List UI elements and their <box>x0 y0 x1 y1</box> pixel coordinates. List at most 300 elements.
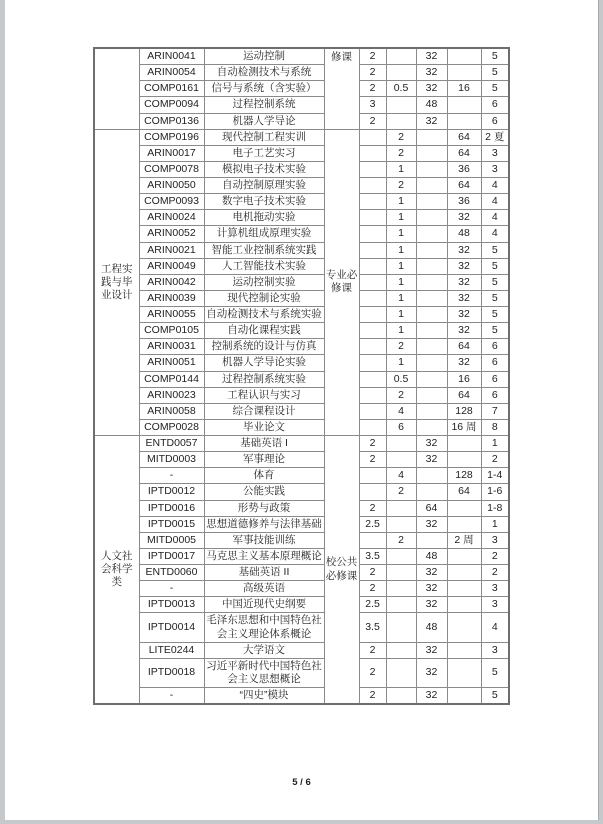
practice-credit-cell: 1 <box>386 258 416 274</box>
hours-cell <box>416 226 447 242</box>
course-name-cell: 计算机组成原理实验 <box>204 226 324 242</box>
credit-cell <box>359 194 386 210</box>
course-row <box>94 371 509 387</box>
semester-cell: 3 <box>481 597 509 613</box>
hours-cell <box>416 339 447 355</box>
course-name-cell: 自动控制原理实验 <box>204 178 324 194</box>
practice-hours-cell: 128 <box>447 403 481 419</box>
practice-hours-cell <box>447 97 481 113</box>
course-code-cell: COMP0105 <box>139 323 204 339</box>
practice-credit-cell <box>386 65 416 81</box>
practice-credit-cell: 1 <box>386 290 416 306</box>
hours-cell: 32 <box>416 81 447 97</box>
credit-cell <box>359 403 386 419</box>
semester-cell: 4 <box>481 226 509 242</box>
semester-cell: 1 <box>481 436 509 452</box>
course-code-cell: ARIN0024 <box>139 210 204 226</box>
semester-cell: 1-8 <box>481 500 509 516</box>
practice-credit-cell: 1 <box>386 226 416 242</box>
semester-cell: 6 <box>481 339 509 355</box>
course-name-cell: 机器人学导论实验 <box>204 355 324 371</box>
course-name-cell: 电机拖动实验 <box>204 210 324 226</box>
practice-hours-cell: 64 <box>447 484 481 500</box>
course-code-cell: ARIN0054 <box>139 65 204 81</box>
course-row <box>94 516 509 532</box>
course-name-cell: 毛泽东思想和中国特色社会主义理论体系概论 <box>204 613 324 642</box>
semester-cell: 3 <box>481 581 509 597</box>
hours-cell: 32 <box>416 688 447 705</box>
hours-cell <box>416 468 447 484</box>
practice-hours-cell <box>447 113 481 129</box>
credit-cell <box>359 145 386 161</box>
semester-cell: 1-4 <box>481 468 509 484</box>
hours-cell: 32 <box>416 436 447 452</box>
practice-credit-cell: 2 <box>386 145 416 161</box>
semester-cell: 6 <box>481 387 509 403</box>
course-row <box>94 355 509 371</box>
credit-cell <box>359 355 386 371</box>
hours-cell: 48 <box>416 97 447 113</box>
course-row <box>94 452 509 468</box>
semester-cell: 2 <box>481 548 509 564</box>
hours-cell <box>416 145 447 161</box>
course-row <box>94 178 509 194</box>
hours-cell <box>416 210 447 226</box>
course-name-cell: 公能实践 <box>204 484 324 500</box>
practice-hours-cell: 64 <box>447 145 481 161</box>
hours-cell <box>416 242 447 258</box>
course-name-cell: 基础英语 I <box>204 436 324 452</box>
course-name-cell: 自动化课程实践 <box>204 323 324 339</box>
hours-cell: 32 <box>416 516 447 532</box>
practice-hours-cell: 36 <box>447 161 481 177</box>
credit-cell: 2 <box>359 436 386 452</box>
course-code-cell: ARIN0050 <box>139 178 204 194</box>
hours-cell <box>416 419 447 435</box>
semester-cell: 3 <box>481 532 509 548</box>
category-cell: 工程实践与毕业设计 <box>94 129 139 435</box>
semester-cell: 2 <box>481 565 509 581</box>
credit-cell <box>359 178 386 194</box>
course-row <box>94 145 509 161</box>
credit-cell: 2 <box>359 65 386 81</box>
hours-cell <box>416 290 447 306</box>
course-name-cell: 模拟电子技术实验 <box>204 161 324 177</box>
hours-cell <box>416 274 447 290</box>
hours-cell: 32 <box>416 113 447 129</box>
practice-hours-cell: 16 <box>447 371 481 387</box>
course-row <box>94 81 509 97</box>
practice-credit-cell <box>386 452 416 468</box>
semester-cell: 6 <box>481 371 509 387</box>
practice-hours-cell: 32 <box>447 290 481 306</box>
semester-cell: 6 <box>481 355 509 371</box>
semester-cell: 4 <box>481 194 509 210</box>
practice-hours-cell: 32 <box>447 307 481 323</box>
course-name-cell: 体育 <box>204 468 324 484</box>
course-name-cell: 现代控制论实验 <box>204 290 324 306</box>
credit-cell: 2 <box>359 642 386 658</box>
course-row <box>94 688 509 705</box>
course-name-cell: 数字电子技术实验 <box>204 194 324 210</box>
course-row <box>94 387 509 403</box>
semester-cell: 1-6 <box>481 484 509 500</box>
course-code-cell: - <box>139 688 204 705</box>
credit-cell: 2 <box>359 113 386 129</box>
course-name-cell: 控制系统的设计与仿真 <box>204 339 324 355</box>
course-row <box>94 129 509 145</box>
hours-cell: 32 <box>416 48 447 65</box>
practice-hours-cell <box>447 688 481 705</box>
course-code-cell: ENTD0060 <box>139 565 204 581</box>
course-code-cell: ARIN0042 <box>139 274 204 290</box>
course-code-cell: ARIN0052 <box>139 226 204 242</box>
course-row <box>94 484 509 500</box>
course-row <box>94 613 509 642</box>
course-row <box>94 274 509 290</box>
course-row <box>94 48 509 65</box>
document-page <box>5 0 599 820</box>
course-row <box>94 403 509 419</box>
course-code-cell: COMP0028 <box>139 419 204 435</box>
course-code-cell: ARIN0021 <box>139 242 204 258</box>
course-name-cell: 综合课程设计 <box>204 403 324 419</box>
hours-cell: 64 <box>416 500 447 516</box>
practice-hours-cell: 16 <box>447 81 481 97</box>
practice-credit-cell: 4 <box>386 403 416 419</box>
course-code-cell: COMP0093 <box>139 194 204 210</box>
course-code-cell: ARIN0039 <box>139 290 204 306</box>
practice-credit-cell: 2 <box>386 532 416 548</box>
hours-cell <box>416 307 447 323</box>
hours-cell: 32 <box>416 658 447 687</box>
course-code-cell: - <box>139 581 204 597</box>
semester-cell: 3 <box>481 642 509 658</box>
practice-credit-cell: 2 <box>386 178 416 194</box>
course-row <box>94 581 509 597</box>
credit-cell <box>359 242 386 258</box>
semester-cell: 7 <box>481 403 509 419</box>
curriculum-table <box>93 47 510 705</box>
course-code-cell: - <box>139 468 204 484</box>
course-code-cell: IPTD0012 <box>139 484 204 500</box>
hours-cell: 32 <box>416 65 447 81</box>
semester-cell: 5 <box>481 323 509 339</box>
practice-credit-cell: 1 <box>386 355 416 371</box>
course-row <box>94 113 509 129</box>
credit-cell <box>359 419 386 435</box>
category-cell: 人文社会科学类 <box>94 436 139 705</box>
credit-cell: 2.5 <box>359 516 386 532</box>
credit-cell: 2 <box>359 658 386 687</box>
practice-credit-cell: 4 <box>386 468 416 484</box>
practice-hours-cell: 16 周 <box>447 419 481 435</box>
course-row <box>94 532 509 548</box>
practice-hours-cell <box>447 65 481 81</box>
practice-credit-cell <box>386 436 416 452</box>
practice-hours-cell <box>447 548 481 564</box>
credit-cell <box>359 290 386 306</box>
practice-credit-cell: 0.5 <box>386 81 416 97</box>
hours-cell: 32 <box>416 565 447 581</box>
practice-hours-cell: 2 周 <box>447 532 481 548</box>
course-code-cell: ARIN0049 <box>139 258 204 274</box>
course-row <box>94 65 509 81</box>
course-code-cell: COMP0078 <box>139 161 204 177</box>
semester-cell: 5 <box>481 274 509 290</box>
credit-cell <box>359 371 386 387</box>
course-row <box>94 194 509 210</box>
practice-credit-cell <box>386 113 416 129</box>
practice-credit-cell: 1 <box>386 307 416 323</box>
course-code-cell: ARIN0051 <box>139 355 204 371</box>
course-name-cell: 中国近现代史纲要 <box>204 597 324 613</box>
practice-hours-cell: 36 <box>447 194 481 210</box>
credit-cell <box>359 468 386 484</box>
hours-cell: 32 <box>416 452 447 468</box>
practice-credit-cell: 0.5 <box>386 371 416 387</box>
course-code-cell: ENTD0057 <box>139 436 204 452</box>
course-type-cell: 专业必修课 <box>324 129 359 435</box>
hours-cell <box>416 258 447 274</box>
practice-hours-cell <box>447 581 481 597</box>
practice-hours-cell: 64 <box>447 387 481 403</box>
semester-cell: 5 <box>481 65 509 81</box>
course-row <box>94 307 509 323</box>
semester-cell: 5 <box>481 258 509 274</box>
practice-hours-cell <box>447 436 481 452</box>
course-code-cell: ARIN0031 <box>139 339 204 355</box>
course-code-cell: ARIN0017 <box>139 145 204 161</box>
practice-hours-cell: 64 <box>447 178 481 194</box>
hours-cell <box>416 371 447 387</box>
course-name-cell: 电子工艺实习 <box>204 145 324 161</box>
practice-credit-cell <box>386 500 416 516</box>
course-type-cell: 修课 <box>324 48 359 129</box>
course-name-cell: 思想道德修养与法律基础 <box>204 516 324 532</box>
credit-cell: 2 <box>359 565 386 581</box>
course-code-cell: IPTD0013 <box>139 597 204 613</box>
course-name-cell: 习近平新时代中国特色社会主义思想概论 <box>204 658 324 687</box>
course-name-cell: 过程控制系统实验 <box>204 371 324 387</box>
curriculum-table-body <box>94 48 509 704</box>
course-code-cell: IPTD0014 <box>139 613 204 642</box>
course-row <box>94 419 509 435</box>
practice-hours-cell: 32 <box>447 258 481 274</box>
practice-credit-cell <box>386 97 416 113</box>
hours-cell <box>416 355 447 371</box>
practice-credit-cell <box>386 516 416 532</box>
practice-credit-cell: 1 <box>386 242 416 258</box>
credit-cell <box>359 307 386 323</box>
credit-cell: 2 <box>359 688 386 705</box>
semester-cell: 2 <box>481 452 509 468</box>
credit-cell <box>359 532 386 548</box>
credit-cell: 2 <box>359 452 386 468</box>
practice-hours-cell: 32 <box>447 242 481 258</box>
semester-cell: 3 <box>481 145 509 161</box>
semester-cell: 5 <box>481 81 509 97</box>
semester-cell: 5 <box>481 688 509 705</box>
course-code-cell: LITE0244 <box>139 642 204 658</box>
practice-credit-cell: 2 <box>386 129 416 145</box>
credit-cell <box>359 226 386 242</box>
credit-cell: 2 <box>359 500 386 516</box>
course-type-cell: 校公共必修课 <box>324 436 359 705</box>
hours-cell: 32 <box>416 597 447 613</box>
curriculum-table-container <box>5 47 598 705</box>
course-code-cell: COMP0136 <box>139 113 204 129</box>
hours-cell: 32 <box>416 581 447 597</box>
practice-hours-cell <box>447 516 481 532</box>
course-row <box>94 97 509 113</box>
practice-hours-cell <box>447 658 481 687</box>
course-code-cell: COMP0161 <box>139 81 204 97</box>
hours-cell <box>416 484 447 500</box>
practice-hours-cell <box>447 500 481 516</box>
practice-credit-cell <box>386 658 416 687</box>
credit-cell: 3.5 <box>359 548 386 564</box>
semester-cell: 6 <box>481 113 509 129</box>
practice-credit-cell <box>386 565 416 581</box>
course-row <box>94 210 509 226</box>
hours-cell: 48 <box>416 548 447 564</box>
practice-credit-cell <box>386 48 416 65</box>
practice-credit-cell: 1 <box>386 210 416 226</box>
course-name-cell: “四史”模块 <box>204 688 324 705</box>
course-code-cell: COMP0144 <box>139 371 204 387</box>
course-row <box>94 468 509 484</box>
page-number: 5 / 6 <box>292 777 311 788</box>
practice-hours-cell <box>447 642 481 658</box>
semester-cell: 4 <box>481 178 509 194</box>
course-code-cell: COMP0196 <box>139 129 204 145</box>
practice-credit-cell: 1 <box>386 323 416 339</box>
course-name-cell: 马克思主义基本原理概论 <box>204 548 324 564</box>
practice-hours-cell <box>447 48 481 65</box>
practice-hours-cell: 32 <box>447 210 481 226</box>
practice-credit-cell <box>386 548 416 564</box>
course-name-cell: 自动检测技术与系统 <box>204 65 324 81</box>
practice-credit-cell: 6 <box>386 419 416 435</box>
practice-credit-cell <box>386 642 416 658</box>
hours-cell: 48 <box>416 613 447 642</box>
credit-cell <box>359 484 386 500</box>
course-code-cell: MITD0003 <box>139 452 204 468</box>
course-name-cell: 毕业论文 <box>204 419 324 435</box>
course-row <box>94 226 509 242</box>
course-row <box>94 323 509 339</box>
semester-cell: 5 <box>481 658 509 687</box>
semester-cell: 4 <box>481 613 509 642</box>
hours-cell <box>416 161 447 177</box>
course-name-cell: 形势与政策 <box>204 500 324 516</box>
course-code-cell: COMP0094 <box>139 97 204 113</box>
course-name-cell: 运动控制实验 <box>204 274 324 290</box>
practice-hours-cell: 64 <box>447 129 481 145</box>
course-name-cell: 高级英语 <box>204 581 324 597</box>
semester-cell: 5 <box>481 242 509 258</box>
semester-cell: 4 <box>481 210 509 226</box>
practice-hours-cell <box>447 613 481 642</box>
practice-credit-cell: 2 <box>386 387 416 403</box>
hours-cell <box>416 387 447 403</box>
semester-cell: 5 <box>481 307 509 323</box>
course-name-cell: 大学语文 <box>204 642 324 658</box>
semester-cell: 8 <box>481 419 509 435</box>
course-row <box>94 658 509 687</box>
credit-cell <box>359 274 386 290</box>
course-name-cell: 工程认识与实习 <box>204 387 324 403</box>
category-cell <box>94 48 139 129</box>
practice-credit-cell <box>386 688 416 705</box>
practice-hours-cell <box>447 565 481 581</box>
course-row <box>94 242 509 258</box>
course-row <box>94 161 509 177</box>
course-row <box>94 642 509 658</box>
course-row <box>94 436 509 452</box>
practice-credit-cell: 1 <box>386 274 416 290</box>
course-name-cell: 运动控制 <box>204 48 324 65</box>
course-code-cell: ARIN0023 <box>139 387 204 403</box>
practice-hours-cell <box>447 452 481 468</box>
credit-cell <box>359 387 386 403</box>
course-code-cell: IPTD0016 <box>139 500 204 516</box>
course-name-cell: 自动检测技术与系统实验 <box>204 307 324 323</box>
credit-cell: 3.5 <box>359 613 386 642</box>
semester-cell: 3 <box>481 161 509 177</box>
practice-hours-cell <box>447 597 481 613</box>
course-code-cell: IPTD0018 <box>139 658 204 687</box>
semester-cell: 5 <box>481 48 509 65</box>
course-code-cell: ARIN0041 <box>139 48 204 65</box>
hours-cell <box>416 129 447 145</box>
practice-credit-cell <box>386 597 416 613</box>
practice-hours-cell: 32 <box>447 323 481 339</box>
course-row <box>94 548 509 564</box>
credit-cell: 2 <box>359 581 386 597</box>
hours-cell <box>416 323 447 339</box>
credit-cell: 3 <box>359 97 386 113</box>
course-name-cell: 过程控制系统 <box>204 97 324 113</box>
course-code-cell: MITD0005 <box>139 532 204 548</box>
course-row <box>94 258 509 274</box>
course-name-cell: 机器人学导论 <box>204 113 324 129</box>
credit-cell: 2 <box>359 81 386 97</box>
course-name-cell: 现代控制工程实训 <box>204 129 324 145</box>
course-name-cell: 军事技能训练 <box>204 532 324 548</box>
hours-cell <box>416 178 447 194</box>
hours-cell <box>416 403 447 419</box>
course-name-cell: 信号与系统（含实验） <box>204 81 324 97</box>
practice-credit-cell: 1 <box>386 194 416 210</box>
hours-cell <box>416 532 447 548</box>
course-code-cell: IPTD0015 <box>139 516 204 532</box>
course-code-cell: IPTD0017 <box>139 548 204 564</box>
semester-cell: 2 夏 <box>481 129 509 145</box>
credit-cell <box>359 323 386 339</box>
semester-cell: 6 <box>481 97 509 113</box>
course-name-cell: 军事理论 <box>204 452 324 468</box>
practice-hours-cell: 64 <box>447 339 481 355</box>
credit-cell: 2.5 <box>359 597 386 613</box>
credit-cell <box>359 161 386 177</box>
practice-credit-cell: 2 <box>386 339 416 355</box>
semester-cell: 1 <box>481 516 509 532</box>
credit-cell <box>359 339 386 355</box>
course-row <box>94 597 509 613</box>
course-code-cell: ARIN0058 <box>139 403 204 419</box>
